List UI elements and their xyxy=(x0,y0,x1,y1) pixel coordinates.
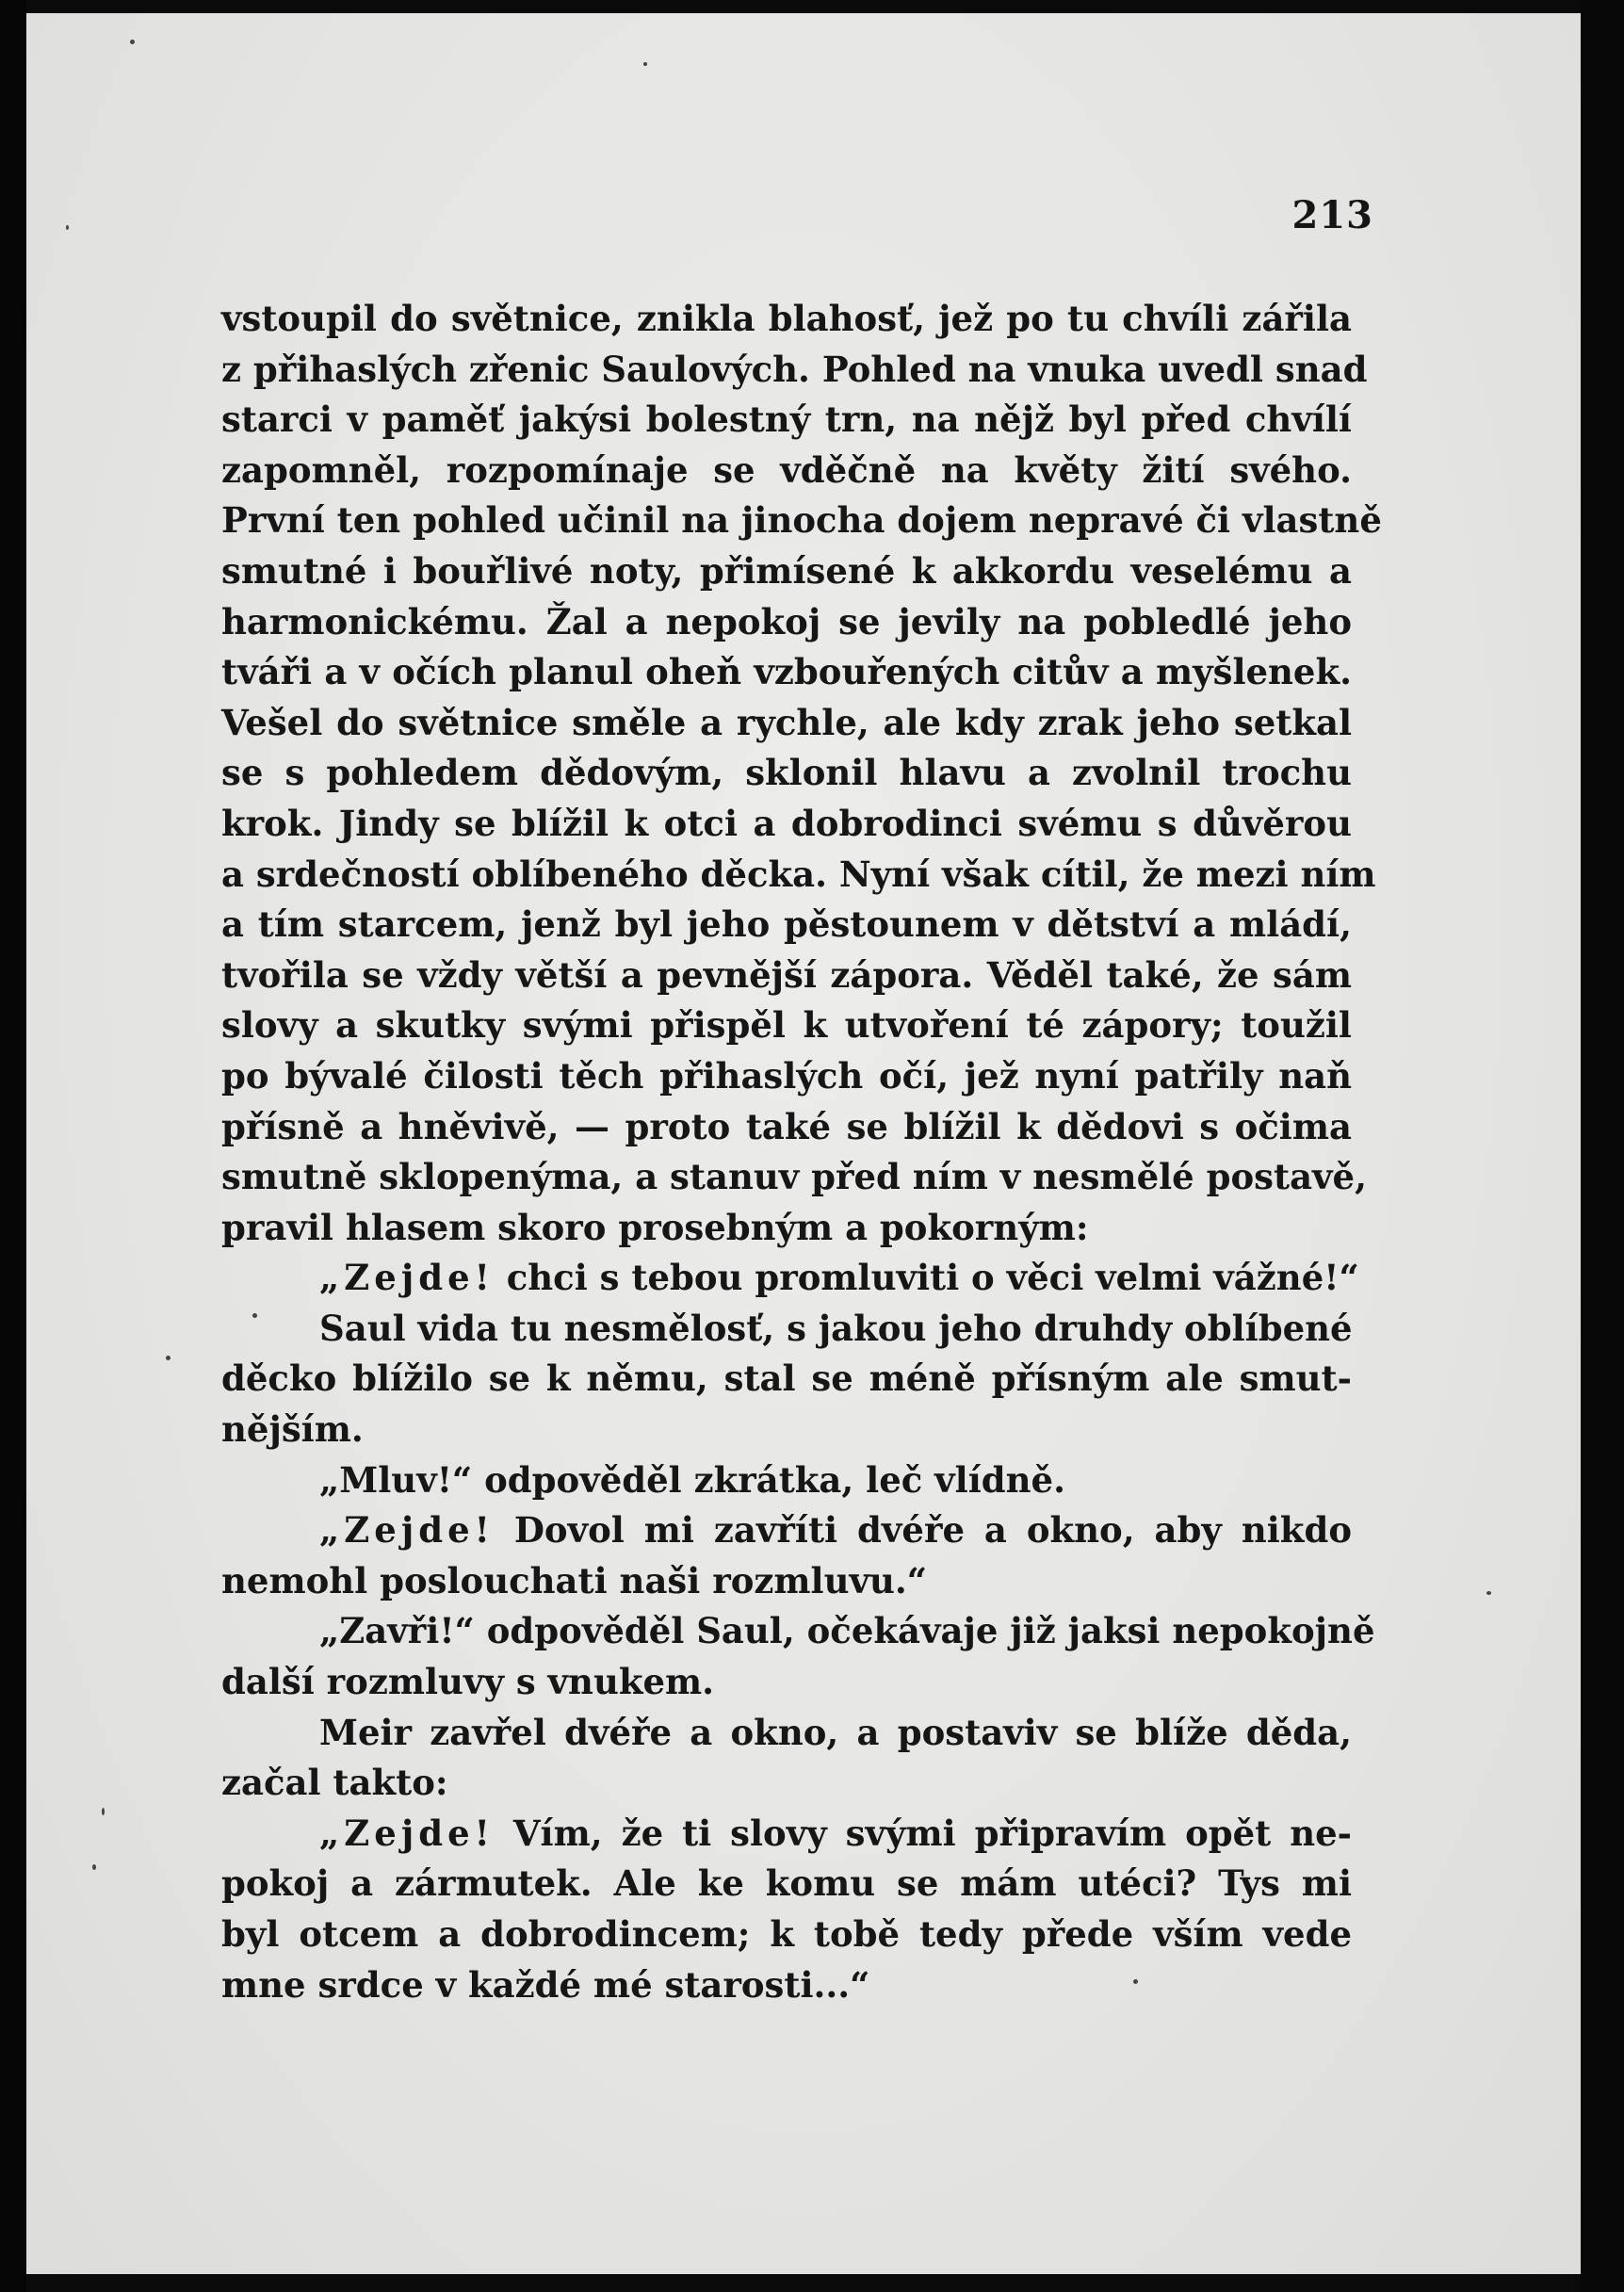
page-number: 213 xyxy=(1291,193,1373,237)
spaced-address: „Zejde! xyxy=(319,1509,495,1552)
body-text xyxy=(221,294,1382,2010)
dialogue-rest: Vím, že ti slovy svými připravím opět ne- xyxy=(494,1812,1352,1854)
text-line: zapomněl, rozpomínaje se vděčně na květy žití svého. xyxy=(221,448,1352,491)
text-line: byl otcem a dobrodincem; k tobě tedy přede vším vede xyxy=(221,1913,1352,1955)
text-line: pravil hlasem skoro prosebným a pokorným: xyxy=(221,1206,1089,1248)
scan-right-edge xyxy=(1581,0,1624,2292)
text-line: pokoj a zármutek. Ale ke komu se mám utéci? Tys mi xyxy=(221,1862,1352,1905)
dialogue-line xyxy=(221,1505,1352,1556)
speck xyxy=(1486,1591,1491,1595)
text-line: smutné i bouřlivé noty, přimísené k akkordu veselému a xyxy=(221,549,1352,592)
speck xyxy=(166,1356,171,1360)
dialogue-rest: Dovol mi zavříti dvéře a okno, aby nikdo xyxy=(494,1509,1352,1552)
text-line: nemohl poslouchati naši rozmluvu.“ xyxy=(221,1559,928,1601)
text-line: vstoupil do světnice, znikla blahosť, jež po tu chvíli zářila xyxy=(221,298,1352,339)
text-line: mne srdce v každé mé starosti...“ xyxy=(221,1963,870,2006)
spaced-address: „Zejde! xyxy=(319,1812,495,1854)
speck xyxy=(92,1864,96,1870)
text-line: začal takto: xyxy=(221,1762,448,1804)
speck xyxy=(102,1808,105,1815)
text-line: Vešel do světnice směle a rychle, ale kdy zrak jeho setkal xyxy=(221,701,1352,743)
text-line: Meir zavřel dvéře a okno, a postaviv se blíže děda, xyxy=(319,1711,1352,1753)
text-line: harmonickému. Žal a nepokoj se jevily na pobledlé jeho xyxy=(221,600,1352,642)
text-line: z přihaslých zřenic Saulových. Pohled na vnuka uvedl snad xyxy=(221,348,1368,390)
text-line: a tím starcem, jenž byl jeho pěstounem v dětství a mládí, xyxy=(221,903,1352,946)
dialogue-line xyxy=(221,1253,1359,1304)
dialogue-line xyxy=(221,1809,1352,1860)
scan-left-edge xyxy=(0,0,26,2292)
text-line: nějším. xyxy=(221,1408,364,1451)
speck xyxy=(130,40,135,44)
text-line: další rozmluvy s vnukem. xyxy=(221,1661,715,1703)
text-line: slovy a skutky svými přispěl k utvoření té zápory; toužil xyxy=(221,1004,1352,1047)
text-line: krok. Jindy se blížil k otci a dobrodinci svému s důvěrou xyxy=(221,802,1352,844)
text-line: smutně sklopenýma, a stanuv před ním v nesmělé postavě, xyxy=(221,1156,1367,1198)
text-line: tvořila se vždy větší a pevnější zápora. Věděl také, že sám xyxy=(221,953,1352,996)
text-line: tváři a v očích planul oheň vzbouřených citův a myšlenek. xyxy=(221,651,1352,693)
text-line: se s pohledem dědovým, sklonil hlavu a zvolnil trochu xyxy=(221,752,1352,794)
text-line: přísně a hněvivě, — proto také se blížil k dědovi s očima xyxy=(221,1105,1352,1147)
text-line: děcko blížilo se k němu, stal se méně přísným ale smut- xyxy=(221,1357,1352,1400)
text-line: „Zavři!“ odpověděl Saul, očekávaje již jaksi nepokojně xyxy=(319,1610,1375,1652)
spaced-address: „Zejde! xyxy=(319,1257,495,1299)
speck xyxy=(66,225,69,230)
speck xyxy=(643,62,647,66)
text-line: Saul vida tu nesmělosť, s jakou jeho druhdy oblíbené xyxy=(319,1307,1353,1349)
dialogue-rest: chci s tebou promluviti o věci velmi vážné!“ xyxy=(494,1257,1359,1299)
text-line: a srdečností oblíbeného děcka. Nyní však cítil, že mezi ním xyxy=(221,853,1376,895)
text-line: „Mluv!“ odpověděl zkrátka, leč vlídně. xyxy=(319,1458,1065,1501)
text-line: po bývalé čilosti těch přihaslých očí, jež nyní patřily naň xyxy=(221,1054,1352,1097)
text-line: starci v paměť jakýsi bolestný trn, na nějž byl před chvílí xyxy=(221,398,1352,441)
text-line: První ten pohled učinil na jinocha dojem nepravé či vlastně xyxy=(221,499,1382,542)
